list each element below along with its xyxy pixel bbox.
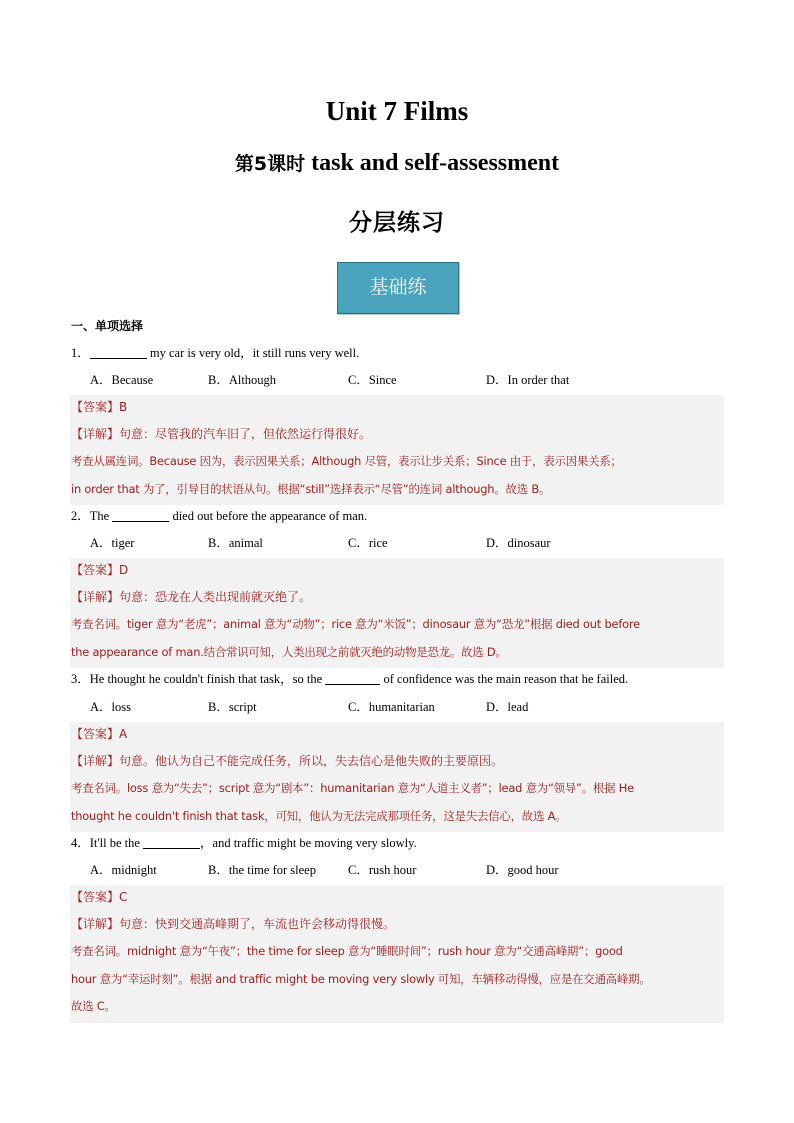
unit-title: Unit 7 Films [325,96,469,126]
question-1-stem: 1． my car is very old，it still runs very well. [71,346,360,360]
option-a: A．Because [90,373,154,387]
answer-blank [112,507,169,522]
question-4-analysis-line: hour 意为“幸运时刻”。根据 and traffic might be moving very slowly 可知，车辆移动得慢，应是在交通高峰期。 [71,972,651,986]
answer-blank [325,670,380,685]
option-d: D．In order that [486,373,570,387]
question-2-detail: 【详解】句意：恐龙在人类出现前就灭绝了。 [71,590,312,604]
question-1-detail: 【详解】句意：尽管我的汽车旧了，但依然运行得很好。 [71,427,372,441]
option-b: B．the time for sleep [208,863,316,877]
option-d: D．lead [486,700,529,714]
question-3-answer: 【答案】A [71,727,128,741]
answer-blank [90,344,147,359]
question-3-analysis-line: thought he couldn't finish that task，可知，他认为无法完成那项任务，这是失去信心，故选 A。 [71,809,567,823]
option-b: B．Although [208,373,277,387]
option-d: D．dinosaur [486,536,551,550]
question-4-detail: 【详解】句意：快到交通高峰期了，车流也许会移动得很慢。 [71,917,396,931]
section-title: 一、单项选择 [71,319,144,333]
question-2-answer: 【答案】D [71,563,129,577]
question-2-stem: 2．The died out before the appearance of man. [71,509,368,523]
question-4-analysis-line: 考查名词。midnight 意为“午夜”；the time for sleep 意为“睡眠时间”；rush hour 意为“交通高峰期”；good [71,944,623,958]
lesson-number: 第5课时 [234,153,306,175]
answer-blank [143,834,200,849]
option-c: C．rice [348,536,388,550]
question-2-analysis-line: the appearance of man.结合常识可知，人类出现之前就灭绝的动物是恐龙。故选 D。 [71,645,507,659]
lesson-topic: task and self-assessment [311,150,560,176]
lesson-title [0,149,794,177]
option-c: C．humanitarian [348,700,435,714]
question-3-detail: 【详解】句意。他认为自己不能完成任务，所以，失去信心是他失败的主要原因。 [71,754,504,768]
option-b: B．script [208,700,257,714]
option-a: A．midnight [90,863,157,877]
option-a: A．loss [90,700,131,714]
question-4-stem: 4．It'll be the ，and traffic might be moving very slowly. [71,836,417,850]
level-badge: 基础练 [337,262,459,314]
option-c: C．rush hour [348,863,417,877]
page-subtitle: 分层练习 [349,210,445,236]
question-1-answer: 【答案】B [71,400,128,414]
question-2-analysis-line: 考查名词。tiger 意为“老虎”；animal 意为“动物”；rice 意为“米饭”；dinosaur 意为“恐龙”根据 died out before [71,617,640,631]
option-a: A．tiger [90,536,135,550]
option-d: D．good hour [486,863,559,877]
question-4-answer: 【答案】C [71,890,128,904]
option-b: B．animal [208,536,263,550]
question-1-analysis-line: in order that 为了，引导目的状语从句。根据“still”选择表示“尽管”的连词 although。故选 B。 [71,482,551,496]
question-1-analysis-line: 考查从属连词。Because 因为，表示因果关系；Although 尽管，表示让步关系；Since 由于，表示因果关系； [71,454,622,468]
option-c: C．Since [348,373,397,387]
question-4-analysis-line: 故选 C。 [71,999,116,1013]
question-3-stem: 3．He thought he couldn't finish that task，so the of confidence was the main reason that he failed. [71,672,629,686]
question-3-analysis-line: 考查名词。loss 意为“失去”；script 意为“剧本”：humanitarian 意为“人道主义者”；lead 意为“领导”。根据 He [71,781,634,795]
